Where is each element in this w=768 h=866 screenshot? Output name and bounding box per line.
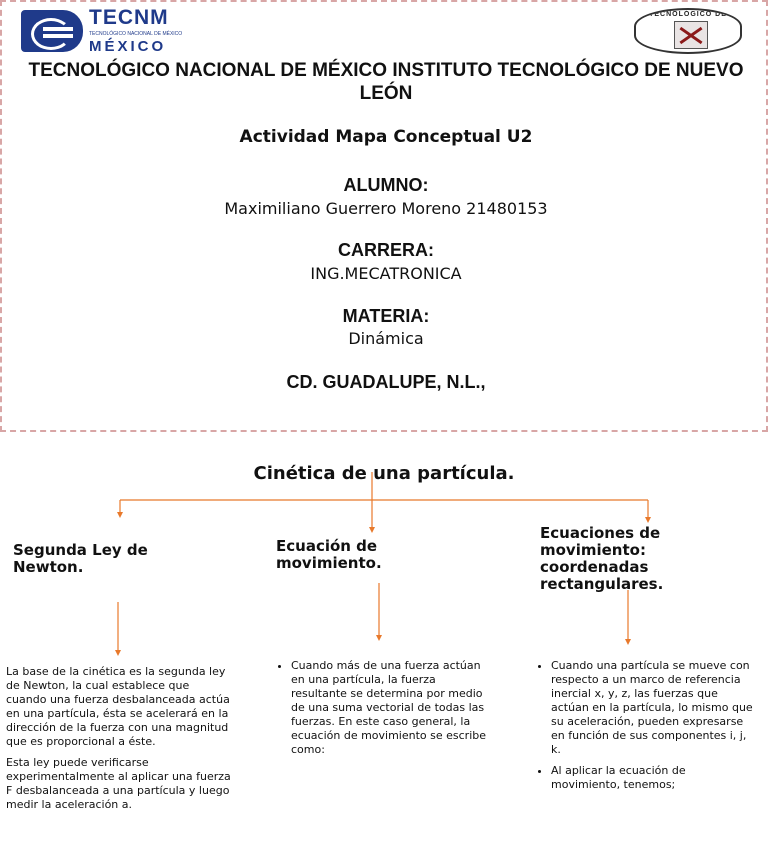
subject-value: Dinámica: [348, 329, 424, 348]
node-heading-rectangular: Ecuaciones de movimiento: coordenadas rectangulares.: [540, 524, 664, 593]
newton-description: [6, 665, 232, 819]
concept-map-title: Cinética de una partícula.: [253, 463, 515, 484]
logo-subtext: TECNOLÓGICO NACIONAL DE MÉXICO: [89, 31, 183, 37]
rectangular-bullet: • Al aplicar la ecuación de movimiento, tenemos;: [551, 764, 754, 792]
student-label: ALUMNO:: [343, 175, 429, 195]
city-line: CD. GUADALUPE, N.L.,: [286, 372, 486, 392]
activity-title: Actividad Mapa Conceptual U2: [239, 127, 533, 147]
node-heading-equation: Ecuación de movimiento.: [276, 537, 382, 572]
arrowhead-icon: [117, 512, 123, 518]
career-label: CARRERA:: [338, 240, 434, 260]
logo-wordmark: TECNM: [89, 6, 169, 29]
equation-description: [276, 659, 488, 764]
career-value: ING.MECATRONICA: [310, 264, 462, 283]
subject-label: MATERIA:: [342, 306, 430, 326]
arrowhead-icon: [115, 650, 121, 656]
newton-paragraph: Esta ley puede verificarse experimentalmente al aplicar una fuerza F desbalanceada a una partícula y luego medir la aceleración a.: [6, 756, 231, 811]
student-value: Maximiliano Guerrero Moreno 21480153: [224, 199, 548, 218]
newton-paragraph: La base de la cinética es la segunda ley de Newton, la cual establece que cuando una fuerza desbalanceada actúa en una partícula, ésta se acelerará en la dirección de la fuerza con una magnitud que es proporcional a éste.: [6, 665, 230, 748]
rectangular-bullet: • Cuando una partícula se mueve con respecto a un marco de referencia inercial x, y, z, las fuerzas que actúan en la partícula, lo mismo que su aceleración, pueden expresarse en función de sus componentes i, j, k.: [551, 659, 754, 757]
seal-ring-text: TECNOLÓGICO DE: [649, 11, 727, 18]
arrowhead-icon: [376, 635, 382, 641]
arrowhead-icon: [645, 517, 651, 523]
institution-title: TECNOLÓGICO NACIONAL DE MÉXICO INSTITUTO TECNOLÓGICO DE NUEVO LEÓN: [28, 60, 744, 104]
arrowhead-icon: [369, 527, 375, 533]
rectangular-description: [536, 659, 754, 799]
arrowhead-icon: [625, 639, 631, 645]
node-heading-newton: Segunda Ley de Newton.: [13, 541, 148, 576]
equation-bullet: • Cuando más de una fuerza actúan en una partícula, la fuerza resultante se determina por medio de una suma vectorial de todas las fuerzas. En este caso general, la ecuación de movimiento se escribe como:: [291, 659, 488, 757]
logo-country: MÉXICO: [89, 38, 167, 55]
